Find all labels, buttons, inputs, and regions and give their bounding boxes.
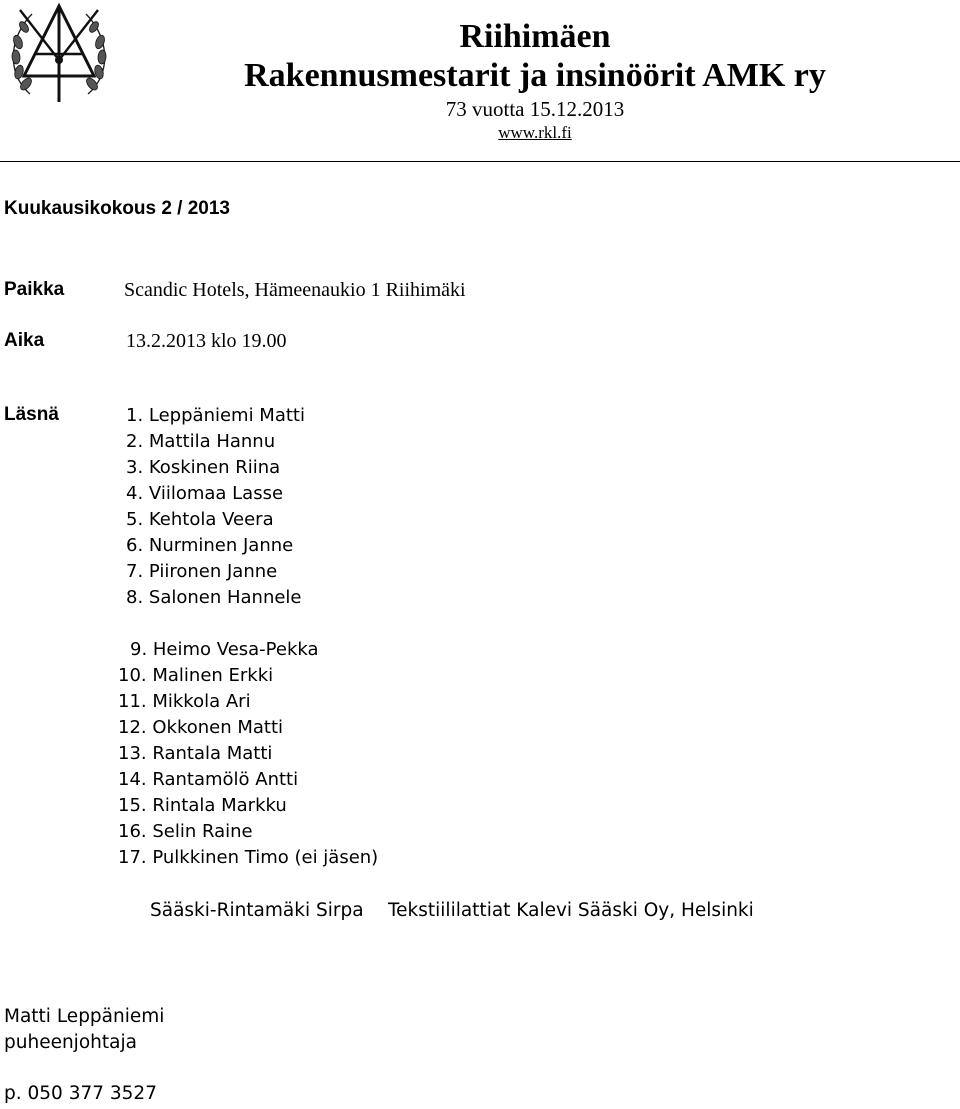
- signer-phone: p. 050 377 3527: [4, 1083, 157, 1104]
- organization-name-line1: Riihimäen: [459, 18, 611, 55]
- signer-name: Matti Leppäniemi: [4, 1006, 165, 1027]
- list-item: 9. Heimo Vesa-Pekka: [130, 639, 319, 660]
- list-item: 11. Mikkola Ari: [118, 691, 251, 712]
- list-item: 17. Pulkkinen Timo (ei jäsen): [118, 847, 379, 868]
- meeting-title: Kuukausikokous 2 / 2013: [4, 198, 230, 219]
- list-item: 16. Selin Raine: [118, 821, 253, 842]
- list-item: 3. Koskinen Riina: [126, 457, 281, 478]
- guest-company: Tekstiililattiat Kalevi Sääski Oy, Helsinki: [388, 900, 754, 921]
- signer-role: puheenjohtaja: [4, 1032, 137, 1053]
- website-link[interactable]: www.rkl.fi: [498, 123, 572, 142]
- time-label: Aika: [4, 330, 45, 351]
- list-item: 15. Rintala Markku: [118, 795, 287, 816]
- list-item: 4. Viilomaa Lasse: [126, 483, 284, 504]
- list-item: 7. Piironen Janne: [126, 561, 278, 582]
- present-label: Läsnä: [4, 404, 59, 425]
- list-item: 1. Leppäniemi Matti: [126, 405, 305, 426]
- header-divider: [0, 161, 960, 162]
- place-value: Scandic Hotels, Hämeenaukio 1 Riihimäki: [124, 279, 466, 301]
- list-item: 8. Salonen Hannele: [126, 587, 302, 608]
- list-item: 10. Malinen Erkki: [118, 665, 274, 686]
- anniversary-line: 73 vuotta 15.12.2013: [445, 97, 625, 121]
- list-item: 12. Okkonen Matti: [118, 717, 284, 738]
- list-item: 14. Rantamölö Antti: [118, 769, 299, 790]
- list-item: 5. Kehtola Veera: [126, 509, 274, 530]
- organization-name-line2: Rakennusmestarit ja insinöörit AMK ry: [244, 57, 826, 94]
- place-label: Paikka: [4, 279, 65, 300]
- list-item: 13. Rantala Matti: [118, 743, 273, 764]
- guest-name: Sääski-Rintamäki Sirpa: [150, 900, 364, 921]
- time-value: 13.2.2013 klo 19.00: [126, 330, 287, 352]
- list-item: 2. Mattila Hannu: [126, 431, 276, 452]
- list-item: 6. Nurminen Janne: [126, 535, 294, 556]
